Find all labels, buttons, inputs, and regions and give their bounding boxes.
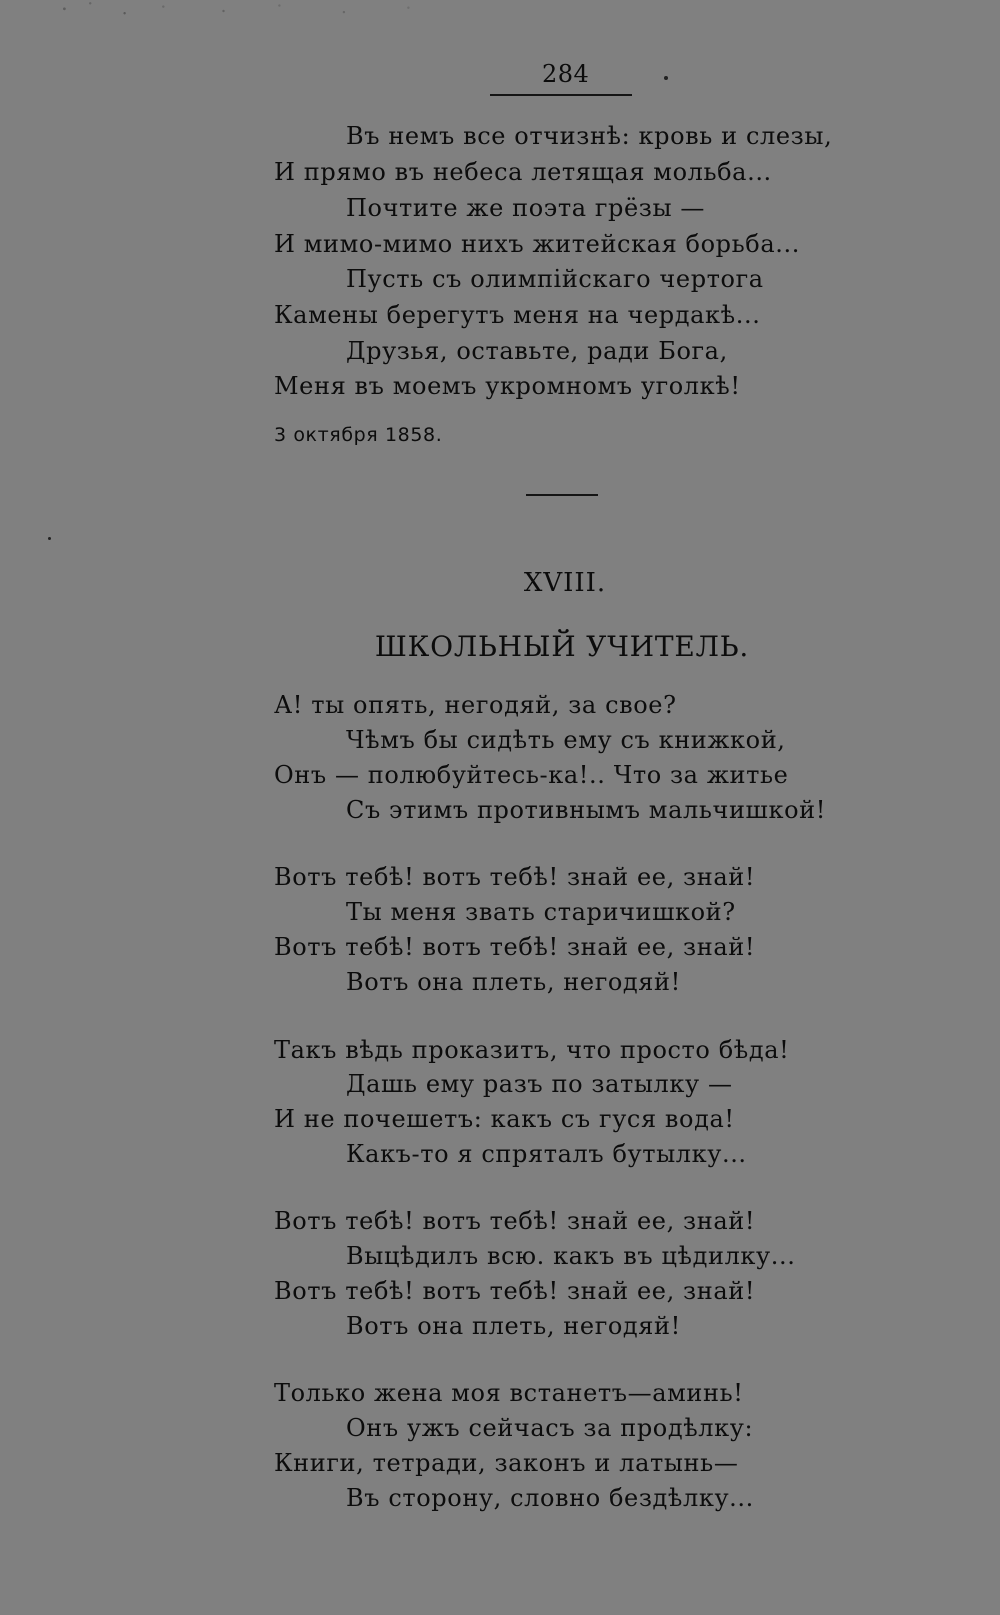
poem-date: 3 октября 1858. — [274, 424, 443, 446]
verse-line: Пусть съ олимпійскаго чертога — [346, 265, 764, 293]
verse-line: Онъ — полюбуйтесь-ка!.. Что за житье — [274, 761, 789, 789]
verse-line: Въ немъ все отчизнѣ: кровь и слезы, — [346, 122, 833, 150]
verse-line: Меня въ моемъ укромномъ уголкѣ! — [274, 372, 741, 400]
verse-line: Почтите же поэта грёзы — — [346, 194, 706, 222]
verse-line: Вотъ тебѣ! вотъ тебѣ! знай ее, знай! — [274, 1207, 756, 1235]
verse-line: Съ этимъ противнымъ мальчишкой! — [346, 796, 826, 824]
verse-line: Онъ ужъ сейчасъ за продѣлку: — [346, 1414, 754, 1442]
verse-line: Только жена моя встанетъ—аминь! — [274, 1379, 744, 1407]
stray-mark — [48, 537, 51, 540]
verse-line: А! ты опять, негодяй, за свое? — [274, 691, 677, 719]
verse-line: Въ сторону, словно бездѣлку... — [346, 1484, 754, 1512]
verse-line: Ты меня звать старичишкой? — [346, 898, 736, 926]
verse-line: Вотъ тебѣ! вотъ тебѣ! знай ее, знай! — [274, 1277, 756, 1305]
verse-line: Вотъ она плеть, негодяй! — [346, 1312, 681, 1340]
verse-line: Вотъ тебѣ! вотъ тебѣ! знай ее, знай! — [274, 863, 756, 891]
poem-number: XVIII. — [523, 568, 607, 598]
scan-speckle — [30, 0, 460, 22]
verse-line: Дашь ему разъ по затылку — — [346, 1070, 733, 1098]
verse-line: Вотъ она плеть, негодяй! — [346, 968, 681, 996]
verse-line: И не почешетъ: какъ съ гуся вода! — [274, 1105, 735, 1133]
stray-mark — [664, 76, 668, 80]
section-divider — [526, 494, 598, 496]
verse-line: Камены берегутъ меня на чердакѣ... — [274, 301, 761, 329]
page-number-rule — [490, 94, 632, 96]
verse-line: Книги, тетради, законъ и латынь— — [274, 1449, 739, 1477]
verse-line: Друзья, оставьте, ради Бога, — [346, 337, 728, 365]
verse-line: Выцѣдилъ всю. какъ въ цѣдилку... — [346, 1242, 796, 1270]
verse-line: Такъ вѣдь проказитъ, что просто бѣда! — [274, 1036, 790, 1064]
page-number: 284 — [542, 60, 590, 88]
verse-line: Вотъ тебѣ! вотъ тебѣ! знай ее, знай! — [274, 933, 756, 961]
verse-line: Какъ-то я спряталъ бутылку... — [346, 1140, 747, 1168]
poem-title: ШКОЛЬНЫЙ УЧИТЕЛЬ. — [374, 630, 750, 663]
verse-line: И прямо въ небеса летящая мольба... — [274, 158, 772, 186]
verse-line: Чѣмъ бы сидѣть ему съ книжкой, — [346, 726, 786, 754]
verse-line: И мимо-мимо нихъ житейская борьба... — [274, 230, 800, 258]
